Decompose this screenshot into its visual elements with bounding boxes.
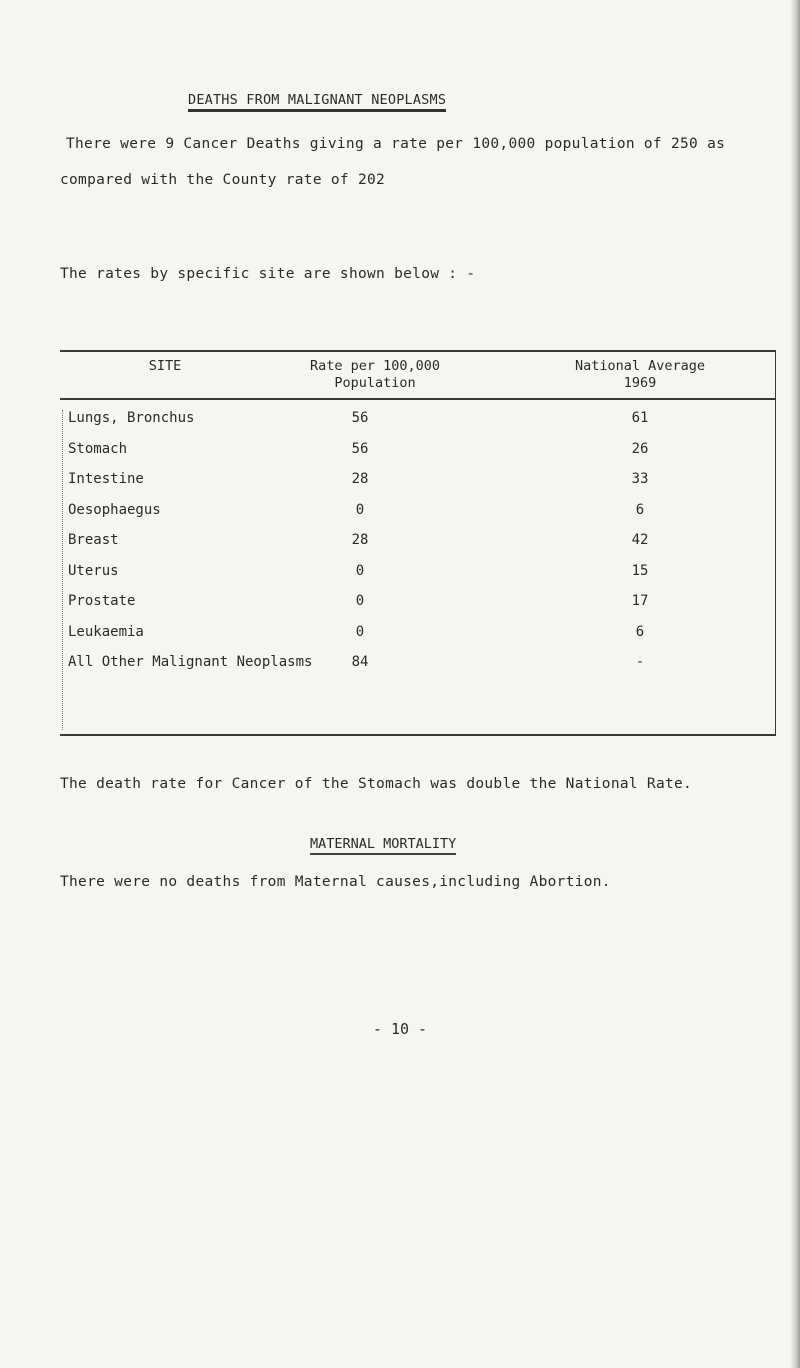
page-edge-shadow	[790, 0, 800, 1368]
cell-national: -	[635, 654, 645, 670]
table-row	[60, 654, 775, 685]
header-rate-line2: Population	[334, 375, 416, 391]
table-body	[60, 410, 775, 685]
cell-national: 6	[635, 623, 645, 640]
table-row	[60, 563, 775, 594]
cell-site: Stomach	[68, 440, 128, 457]
cell-site: Lungs, Bronchus	[68, 410, 195, 426]
table-right-rule	[775, 350, 776, 736]
table-row	[60, 624, 775, 655]
table-row	[60, 441, 775, 472]
cell-rate: 0	[355, 501, 365, 518]
table-row	[60, 593, 775, 624]
cell-national: 17	[631, 593, 649, 609]
cell-rate: 56	[351, 440, 369, 457]
page-number: - 10 -	[372, 1020, 428, 1038]
stomach-note: The death rate for Cancer of the Stomach was double the National Rate.	[60, 775, 693, 792]
header-national	[530, 358, 750, 392]
cell-national: 33	[631, 471, 649, 487]
maternal-text: There were no deaths from Maternal causes,including Abortion.	[60, 874, 611, 890]
cell-rate: 0	[355, 623, 365, 640]
cell-site: Oesophaegus	[68, 501, 161, 518]
table-row	[60, 410, 775, 441]
table-row	[60, 532, 775, 563]
cell-site: All Other Malignant Neoplasms	[68, 654, 313, 670]
maternal-heading: MATERNAL MORTALITY	[310, 836, 456, 855]
cell-national: 15	[631, 562, 649, 579]
cell-national: 26	[631, 440, 649, 457]
cell-site: Breast	[68, 532, 119, 548]
header-national-line1: National Average	[574, 358, 706, 374]
table-row	[60, 502, 775, 533]
cell-site: Prostate	[68, 593, 136, 609]
cell-site: Uterus	[68, 562, 119, 579]
cell-rate: 84	[351, 654, 369, 670]
cell-rate: 0	[355, 593, 365, 609]
header-site: SITE	[148, 358, 182, 374]
cell-national: 61	[631, 410, 649, 426]
table-bottom-rule	[60, 734, 775, 736]
page-title: DEATHS FROM MALIGNANT NEOPLASMS	[188, 92, 446, 112]
cell-national: 42	[631, 532, 649, 548]
cell-site: Intestine	[68, 471, 144, 487]
intro-paragraph: There were 9 Cancer Deaths giving a rate per 100,000 population of 250 as compared with the County rate of 202	[60, 136, 726, 188]
header-rate	[270, 358, 480, 392]
table-header-rule	[60, 398, 775, 400]
cell-site: Leukaemia	[68, 623, 144, 640]
table-row	[60, 471, 775, 502]
site-rates-table	[60, 350, 775, 735]
table-top-rule	[60, 350, 775, 352]
cell-national: 6	[635, 501, 645, 518]
cell-rate: 0	[355, 562, 365, 579]
header-national-line2: 1969	[623, 375, 657, 391]
cell-rate: 28	[351, 532, 369, 548]
rates-intro: The rates by specific site are shown below : -	[60, 266, 476, 282]
cell-rate: 56	[351, 410, 369, 426]
header-rate-line1: Rate per 100,000	[309, 358, 441, 374]
cell-rate: 28	[351, 471, 369, 487]
